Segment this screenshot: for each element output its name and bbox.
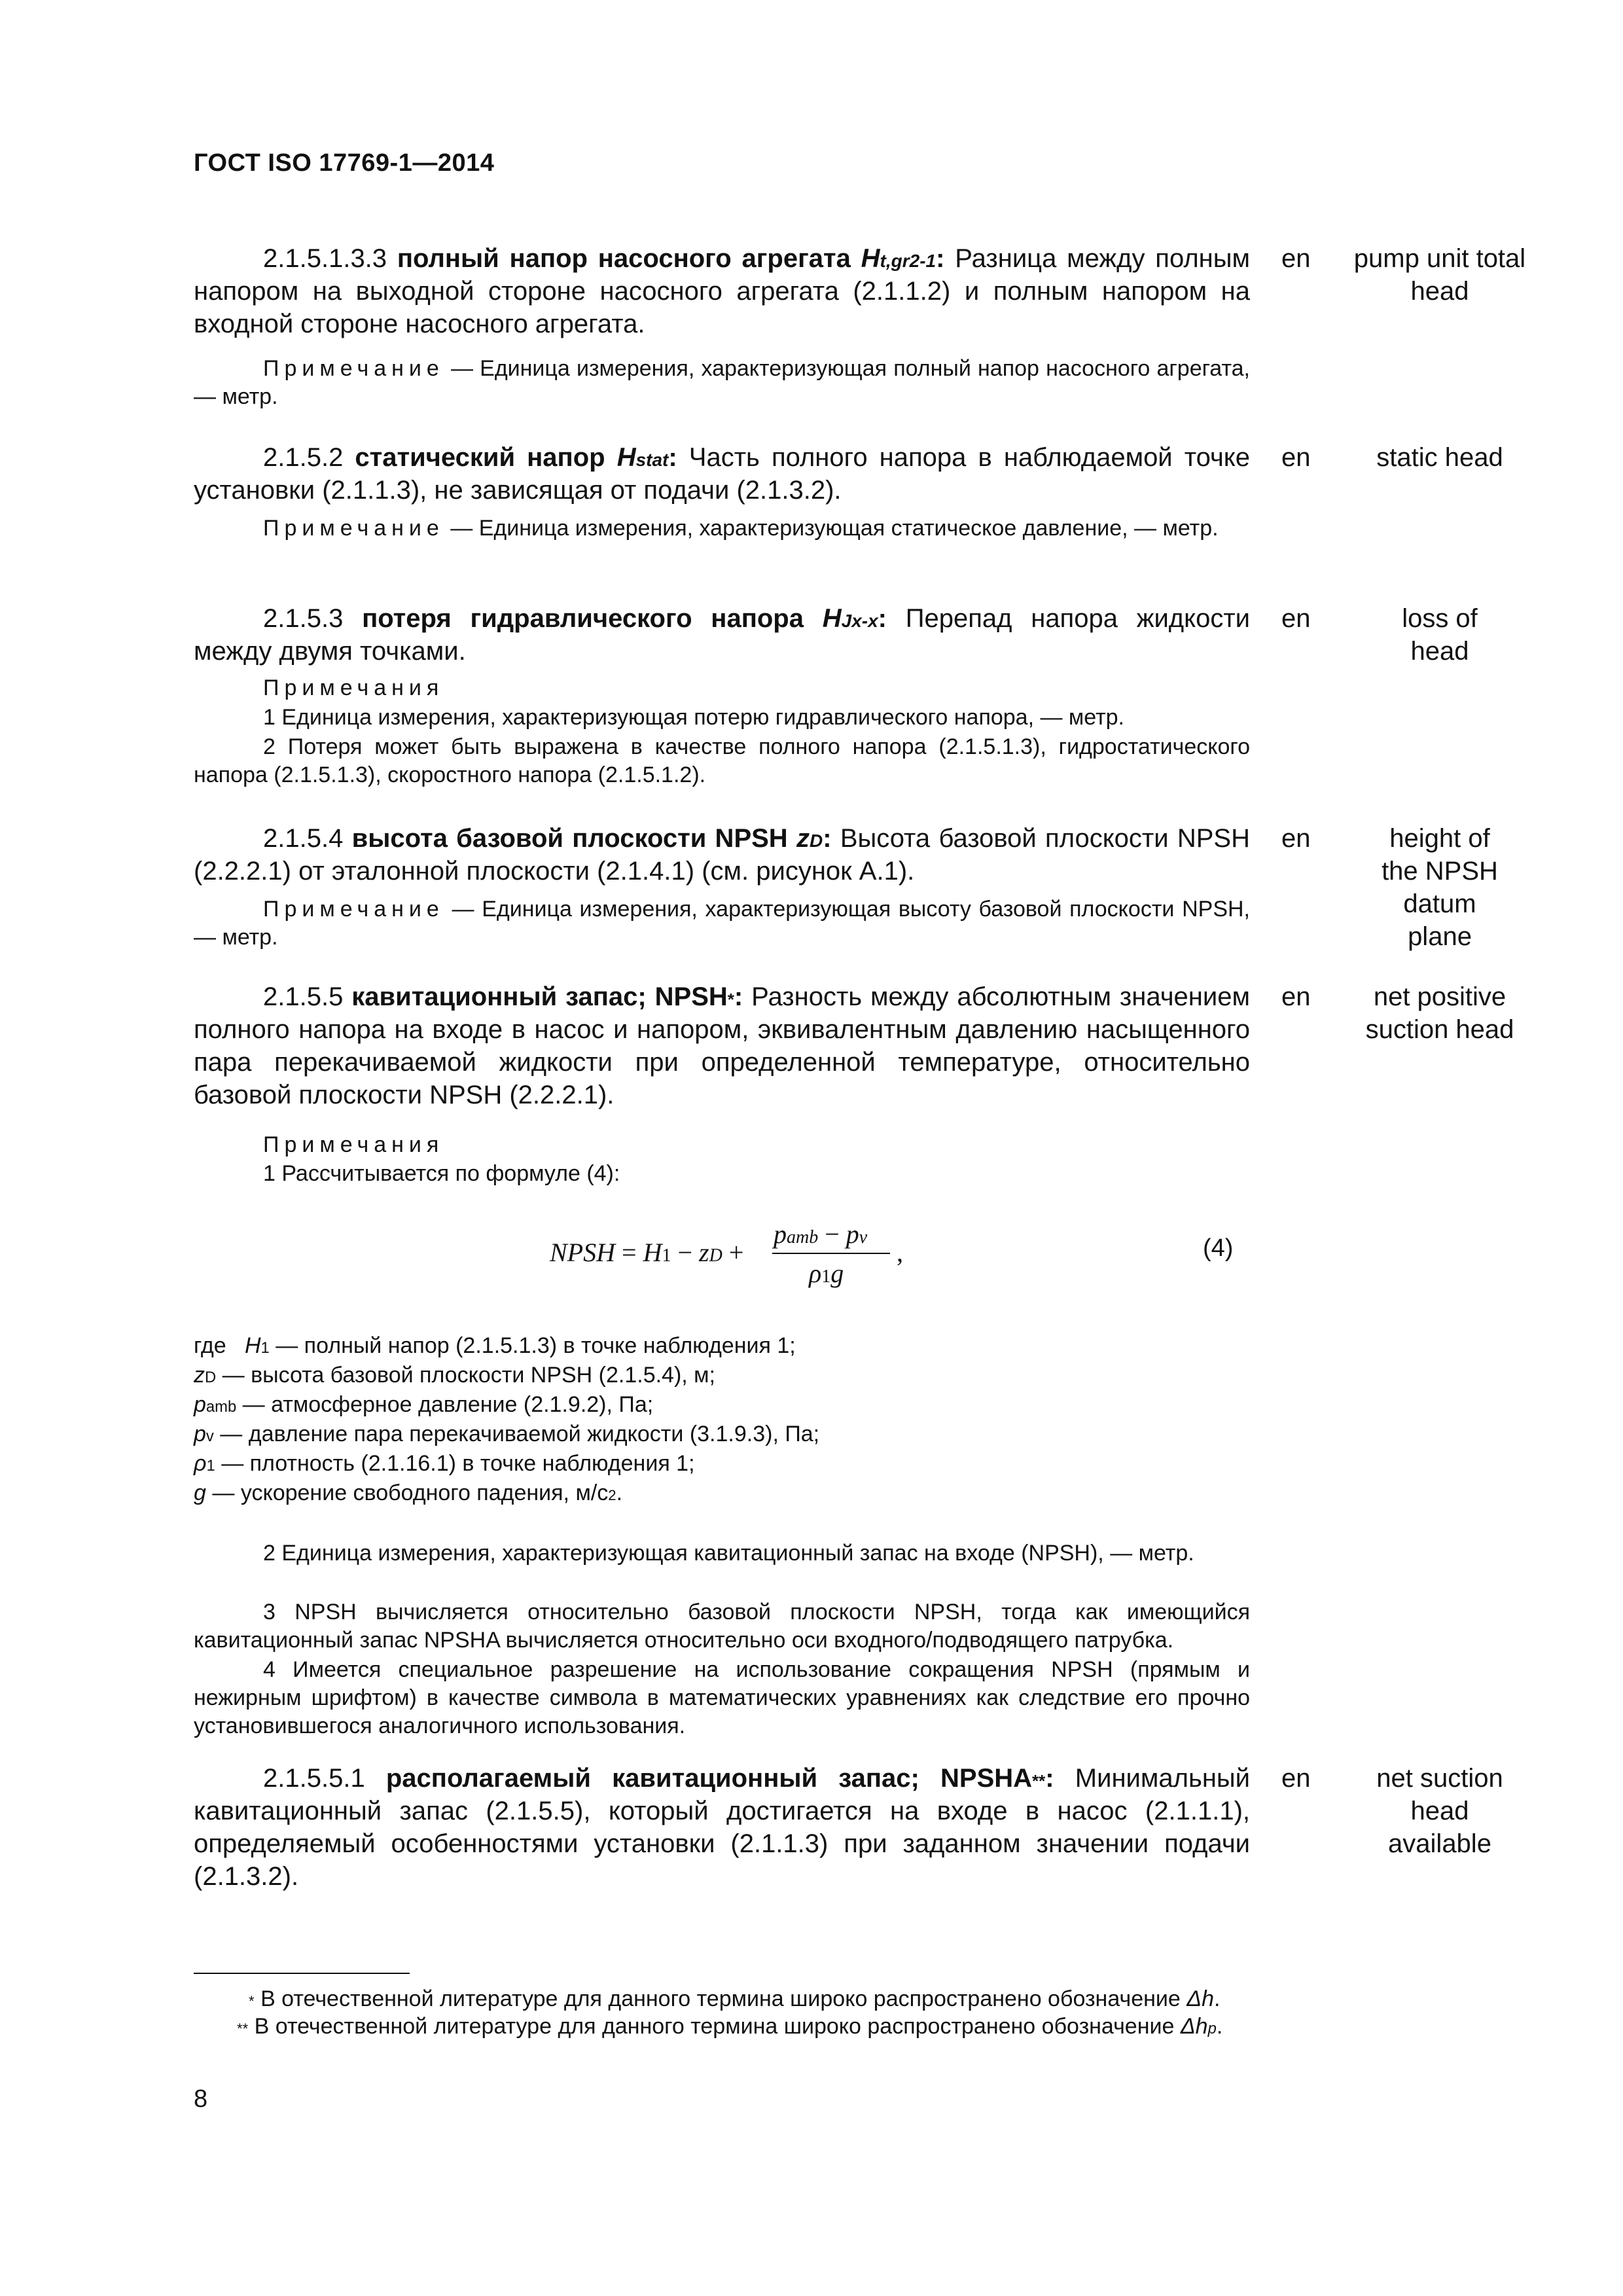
term-number: 2.1.5.3 (263, 604, 344, 633)
term-entry: 2.1.5.3 потеря гидравлического напора $H_{Jx-x}$: Перепад напора жидкости между двумя точками. (194, 604, 1250, 666)
note-label: Примечание (263, 356, 444, 381)
note-item: 2 Потеря может быть выражена в качестве полного напора (2.1.5.1.3), гидростатического напора (2.1.5.1.3), скоростного напора (2.1.5.1.2). (194, 734, 1250, 787)
formula-denominator: $\rho_1g$ (809, 1259, 844, 1288)
footnote: ** В отечественной литературе для данного термина широко распространено обозначение $\Delta h_p$. (237, 2014, 1223, 2039)
note-label: Примечание (263, 516, 444, 541)
term-entry: 2.1.5.5.1 располагаемый кавитационный запас; NPSHA**: Минимальный кавитационный запас (2.1.5.5), который достигается на входе в насос (2.1.1.1), определяемый особенностями установки (2.1.1.3) при заданном значении подачи (2.1.3.2). (194, 1764, 1251, 1891)
note-text: — Единица измерения, характеризующая высоту базовой плоскости NPSH, — метр. (194, 897, 1251, 950)
term-symbol: z (796, 824, 810, 853)
fraction-bar (772, 1253, 890, 1254)
term-entry: 2.1.5.1.3.3 полный напор насосного агрегата $H_{t,gr2-1}$: Разница между полным напором на выходной стороне насосного агрегата (2.1.1.2) и полным напором на входной стороне насосного агрегата. (194, 244, 1251, 338)
note (194, 355, 1250, 411)
document-header: ГОСТ ISO 17769-1—2014 (194, 149, 495, 177)
term-symbol-sub: stat (635, 450, 669, 470)
language-code: en (1281, 604, 1311, 633)
note (194, 895, 1250, 952)
english-term: net positive suction head (1365, 982, 1514, 1044)
term-entry: 2.1.5.2 статический напор $H_{stat}$: Часть полного напора в наблюдаемой точке установки (2.1.1.3), не зависящая от подачи (2.1.3.2). (194, 443, 1251, 505)
where-item: $z_D$ — высота базовой плоскости NPSH (2.1.5.4), м; (194, 1363, 716, 1388)
term-symbol-sub: D (809, 831, 823, 851)
footnote-mark: ** (1032, 1771, 1046, 1791)
term-number: 2.1.5.4 (263, 824, 344, 853)
footnote-separator (194, 1973, 410, 1974)
note-item: 1 Рассчитывается по формуле (4): (263, 1161, 620, 1186)
term-name: располагаемый кавитационный запас; NPSHA (385, 1764, 1033, 1793)
term-entry: 2.1.5.5 кавитационный запас; NPSH*: Разность между абсолютным значением полного напора на входе в насос и напором, эквивалентным давлению насыщенного пара перекачиваемой жидкости при определенной температуре, относительно базовой плоскости NPSH (2.2.2.1). (194, 982, 1250, 1109)
term-symbol: H (822, 604, 842, 633)
formula-numerator: $p_{amb} - p_v$ (774, 1219, 868, 1249)
footnote-mark: * (727, 990, 734, 1009)
note-text: — Единица измерения, характеризующая полный напор насосного агрегата, — метр. (194, 356, 1250, 409)
term-entry: 2.1.5.4 высота базовой плоскости NPSH $z_D$: Высота базовой плоскости NPSH (2.2.2.1) от эталонной плоскости (2.1.4.1) (см. рисунок А.1). (194, 824, 1250, 886)
note (194, 514, 1250, 543)
term-definition: Разница между полным напором на выходной стороне насосного агрегата (2.1.1.2) и полным напором на входной стороне насосного агрегата. (194, 244, 1251, 338)
language-code: en (1281, 824, 1311, 853)
note-item: 2 Единица измерения, характеризующая кавитационный запас на входе (NPSH), — метр. (263, 1541, 1194, 1566)
english-term: height of the NPSH datum plane (1382, 824, 1498, 951)
term-number: 2.1.5.5.1 (263, 1764, 365, 1793)
note-item: 1 Единица измерения, характеризующая потерю гидравлического напора, — метр. (263, 705, 1125, 730)
term-definition: Разность между абсолютным значением полного напора на входе в насос и напором, эквивалентным давлению насыщенного пара перекачиваемой жидкости при определенной температуре, относительно базовой плоскости NPSH (2.2.2.1). (194, 982, 1250, 1109)
note-label: Примечание (263, 897, 444, 922)
english-term: pump unit total head (1353, 244, 1526, 306)
where-item: $p_{amb}$ — атмосферное давление (2.1.9.2), Па; (194, 1392, 654, 1417)
term-name: кавитационный запас; NPSH (351, 982, 728, 1011)
term-number: 2.1.5.1.3.3 (263, 244, 387, 273)
formula: NPSH = $H_1 - z_D$ + $p_{amb} - p_v$ $\rho_1g$ , (550, 1219, 903, 1288)
language-code: en (1281, 443, 1311, 472)
term-definition: Минимальный кавитационный запас (2.1.5.5), который достигается на входе в насос (2.1.1.1), определяемый особенностями установки (2.1.1.3) при заданном значении подачи (2.1.3.2). (194, 1764, 1251, 1891)
term-symbol-sub: t,gr2-1 (880, 251, 936, 271)
english-term: loss of head (1402, 604, 1478, 666)
page-number: 8 (194, 2085, 208, 2113)
note-item: 4 Имеется специальное разрешение на использование сокращения NPSH (прямым и нежирным шрифтом) в качестве символа в математических уравнениях как следствие его прочно установившегося аналогичного использования. (194, 1657, 1250, 1738)
term-definition: Часть полного напора в наблюдаемой точке установки (2.1.1.3), не зависящая от подачи (2.1.3.2). (194, 443, 1251, 505)
note-item: 3 NPSH вычисляется относительно базовой плоскости NPSH, тогда как имеющийся кавитационный запас NPSHA вычисляется относительно оси входного/подводящего патрубка. (194, 1600, 1250, 1653)
english-term: net suction head available (1376, 1764, 1503, 1858)
term-number: 2.1.5.5 (263, 982, 344, 1011)
note-label: Примечания (263, 675, 444, 700)
note-label: Примечания (263, 1132, 444, 1157)
formula-number: (4) (1203, 1234, 1234, 1262)
term-definition: Перепад напора жидкости между двумя точками. (194, 604, 1250, 666)
term-definition: Высота базовой плоскости NPSH (2.2.2.1) от эталонной плоскости (2.1.4.1) (см. рисунок А.1). (194, 824, 1250, 886)
footnote: * В отечественной литературе для данного термина широко распространено обозначение Δh. (249, 1986, 1221, 2011)
term-name: высота базовой плоскости NPSH (351, 824, 788, 853)
term-name: статический напор (355, 443, 605, 472)
where-item: где $H_1$ — полный напор (2.1.5.1.3) в точке наблюдения 1; (194, 1333, 796, 1358)
term-number: 2.1.5.2 (263, 443, 344, 472)
english-term: static head (1376, 443, 1503, 472)
note-text: — Единица измерения, характеризующая статическое давление, — метр. (450, 516, 1219, 541)
term-symbol-sub: Jx-x (841, 611, 878, 631)
where-item: $\rho_1$ — плотность (2.1.16.1) в точке наблюдения 1; (194, 1451, 695, 1476)
language-code: en (1281, 1764, 1311, 1793)
where-item: g — ускорение свободного падения, $м/с^2$. (194, 1480, 623, 1505)
language-code: en (1281, 244, 1311, 273)
term-symbol: H (616, 443, 636, 472)
where-item: $p_v$ — давление пара перекачиваемой жидкости (3.1.9.3), Па; (194, 1422, 820, 1446)
term-name: полный напор насосного агрегата (397, 244, 851, 273)
term-name: потеря гидравлического напора (362, 604, 804, 633)
language-code: en (1281, 982, 1311, 1011)
term-symbol: H (861, 244, 880, 273)
